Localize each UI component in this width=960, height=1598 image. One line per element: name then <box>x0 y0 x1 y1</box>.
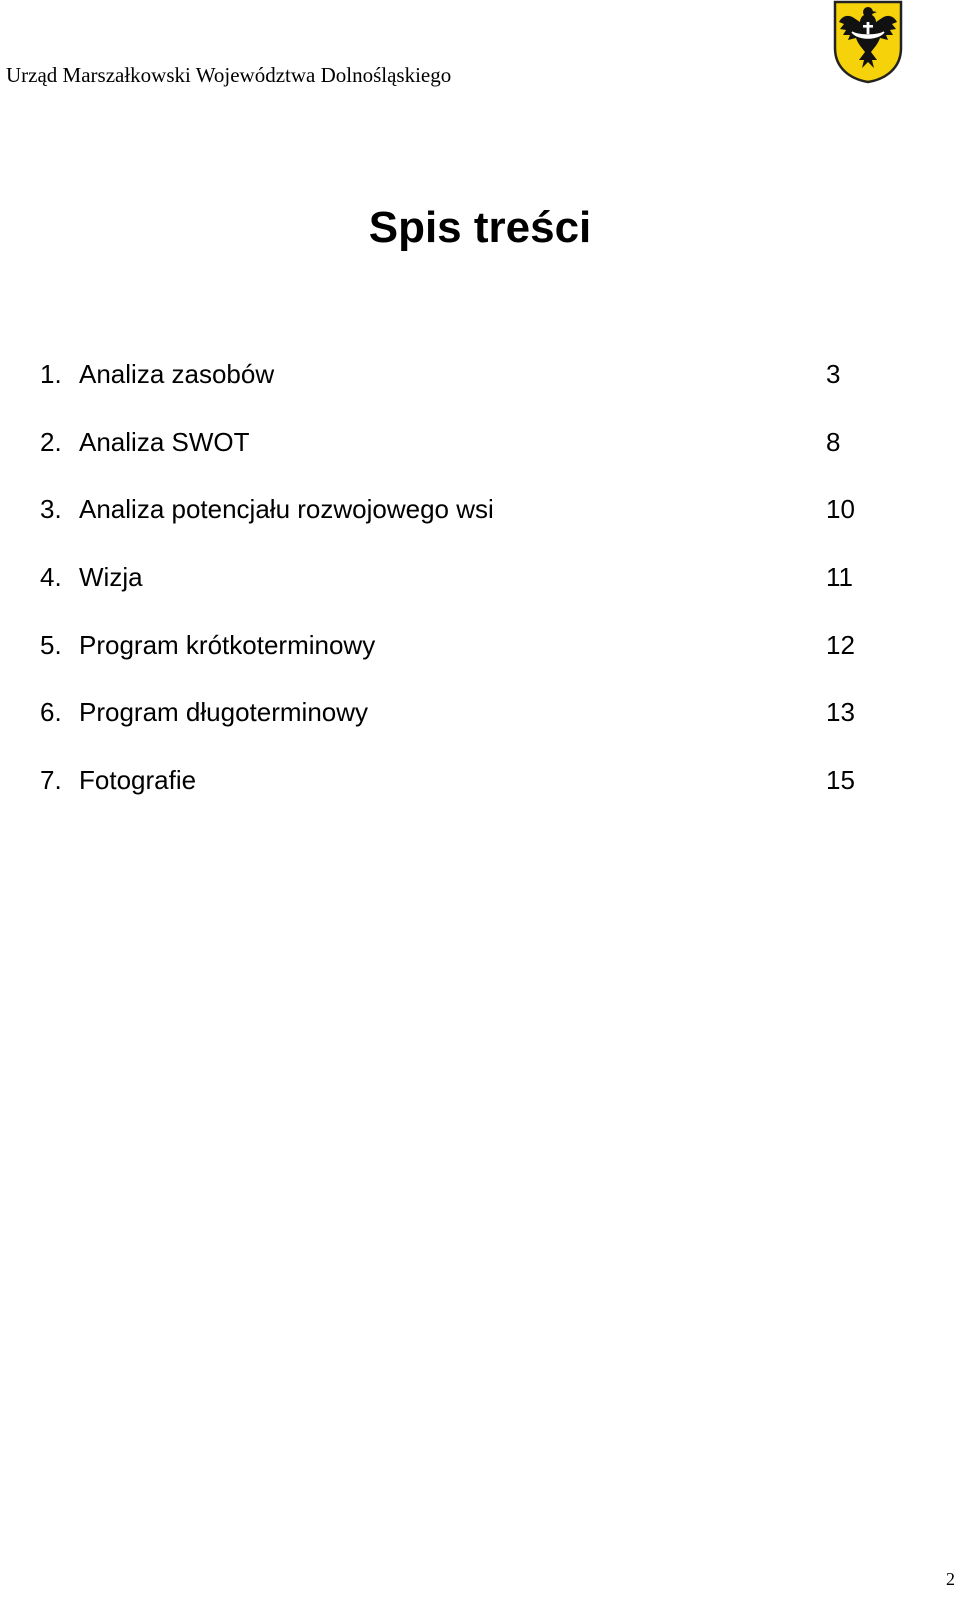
toc-entry <box>40 628 860 696</box>
toc-entry-number: 3. <box>40 494 62 525</box>
page-number: 2 <box>946 1569 955 1589</box>
toc-entry-page: 15 <box>826 765 855 796</box>
toc-entry-label: Analiza potencjału rozwojowego wsi <box>79 494 494 525</box>
toc-entry-number: 5. <box>40 629 62 660</box>
toc-entry-page: 10 <box>826 494 855 525</box>
toc-entry-label: Program długoterminowy <box>79 697 369 728</box>
toc-entry-label: Wizja <box>79 562 143 593</box>
institution-header: Urząd Marszałkowski Województwa Dolnośląskiego <box>6 63 452 87</box>
toc-entry <box>40 492 860 560</box>
table-of-contents <box>40 357 860 831</box>
toc-entry-number: 4. <box>40 562 62 593</box>
toc-entry-number: 1. <box>40 359 62 389</box>
page-title: Spis treści <box>368 203 592 252</box>
toc-entry-page: 12 <box>826 629 855 660</box>
toc-entry-page: 3 <box>826 359 841 389</box>
toc-entry-number: 7. <box>40 765 62 796</box>
toc-entry <box>40 560 860 628</box>
toc-entry-number: 2. <box>40 426 62 457</box>
toc-entry-page: 8 <box>826 426 841 457</box>
toc-entry-label: Analiza zasobów <box>79 359 275 389</box>
toc-entry <box>40 695 860 763</box>
coat-of-arms-eagle-icon <box>832 0 904 84</box>
toc-entry-page: 11 <box>826 562 853 593</box>
toc-entry <box>40 763 860 831</box>
toc-entry <box>40 425 860 493</box>
toc-entry-label: Analiza SWOT <box>79 426 250 457</box>
toc-entry-label: Fotografie <box>79 765 197 796</box>
toc-entry <box>40 357 860 425</box>
toc-entry-number: 6. <box>40 697 62 728</box>
toc-entry-label: Program krótkoterminowy <box>79 629 376 660</box>
toc-entry-page: 13 <box>826 697 855 728</box>
